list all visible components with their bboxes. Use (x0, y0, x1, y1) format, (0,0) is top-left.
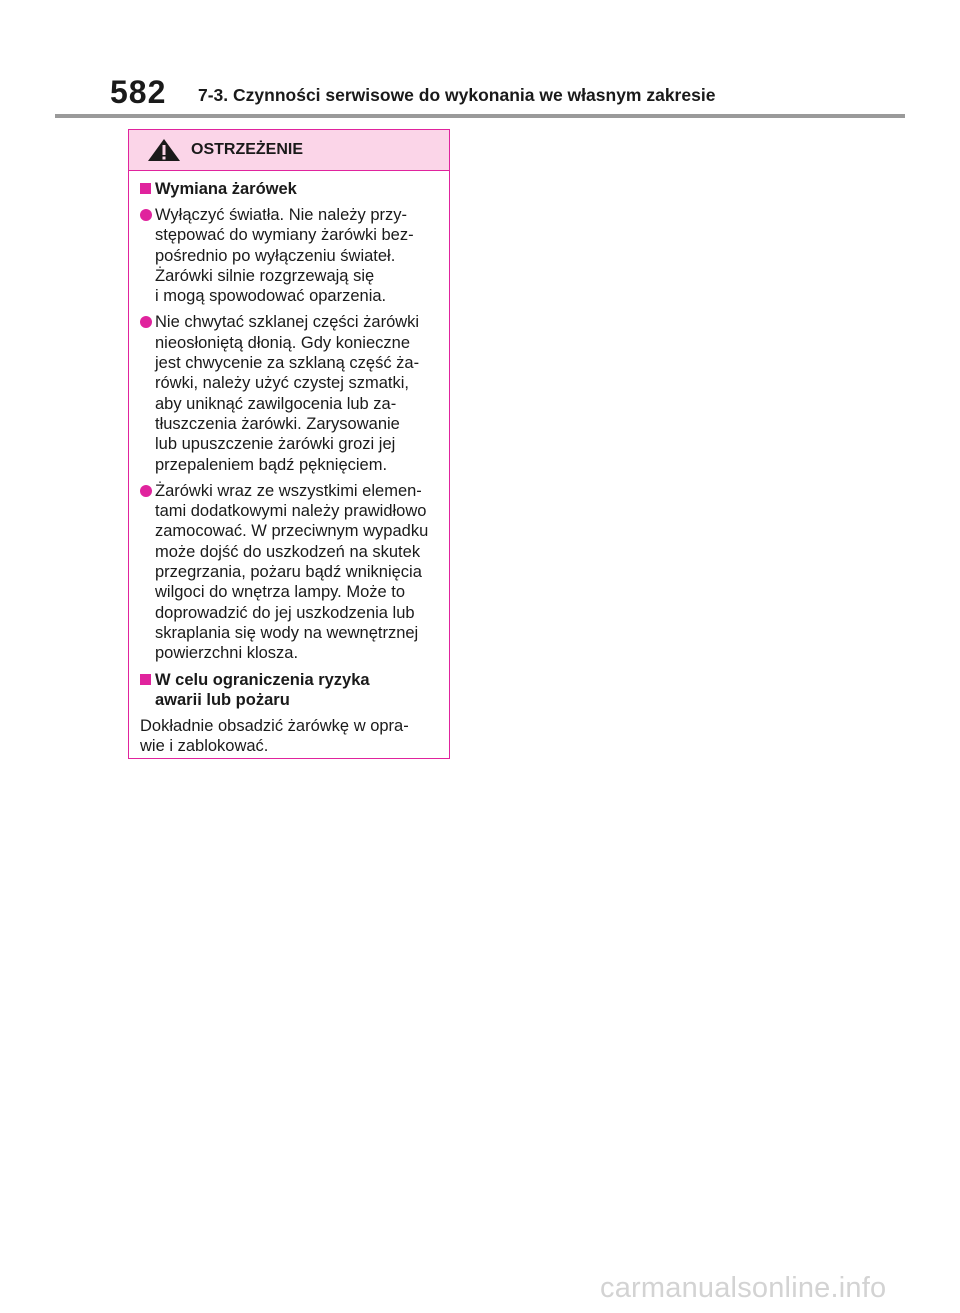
warning-box (128, 129, 450, 759)
list-item (140, 481, 443, 664)
list-item (140, 205, 443, 306)
subheading-text: W celu ograniczenia ryzyka awarii lub pożaru (155, 670, 370, 709)
subheading-fire-risk (140, 670, 443, 710)
bullet-text: Żarówki wraz ze wszystkimi elemen- tami dodatkowymi należy prawidłowo zamocować. W przeciwnym wypadku może dojść do uszkodzeń na skutek przegrzania, pożaru bądź wniknięcia wilgoci do wnętrza lampy. Może to doprowadzić do jej uszkodzenia lub skraplania się wody na wewnętrznej powierzchni klosza. (155, 481, 429, 663)
subheading-text: Wymiana żarówek (155, 180, 297, 198)
bullet-text: Nie chwytać szklanej części żarówki nieosłoniętą dłonią. Gdy konieczne jest chwycenie za szklaną część ża- rówki, należy użyć czystej szmatki, aby uniknąć zawilgocenia lub za- tłuszczenia żarówki. Zarysowanie lub upuszczenie żarówki grozi jej przepaleniem bądź pęknięciem. (155, 313, 420, 474)
paragraph: Dokładnie obsadzić żarówkę w opra- wie i zablokować. (140, 716, 409, 755)
round-bullet-icon (140, 209, 152, 221)
watermark: carmanualsonline.info (600, 1272, 887, 1304)
warning-body (129, 171, 449, 756)
round-bullet-icon (140, 316, 152, 328)
page-number: 582 (110, 74, 167, 110)
warning-header (129, 130, 449, 171)
subheading-bulb-replacement (140, 179, 443, 199)
bullet-text: Wyłączyć światła. Nie należy przy- stępować do wymiany żarówki bez- pośrednio po wyłączeniu świateł. Żarówki silnie rozgrzewają się i mogą spowodować oparzenia. (155, 206, 414, 306)
section-title: 7-3. Czynności serwisowe do wykonania we własnym zakresie (198, 85, 716, 105)
warning-triangle-icon (147, 138, 181, 167)
square-bullet-icon (140, 183, 151, 194)
header-divider (55, 114, 905, 118)
square-bullet-icon (140, 674, 151, 685)
list-item (140, 312, 443, 474)
page-header (110, 74, 910, 114)
warning-label: OSTRZEŻENIE (191, 141, 304, 158)
round-bullet-icon (140, 485, 152, 497)
